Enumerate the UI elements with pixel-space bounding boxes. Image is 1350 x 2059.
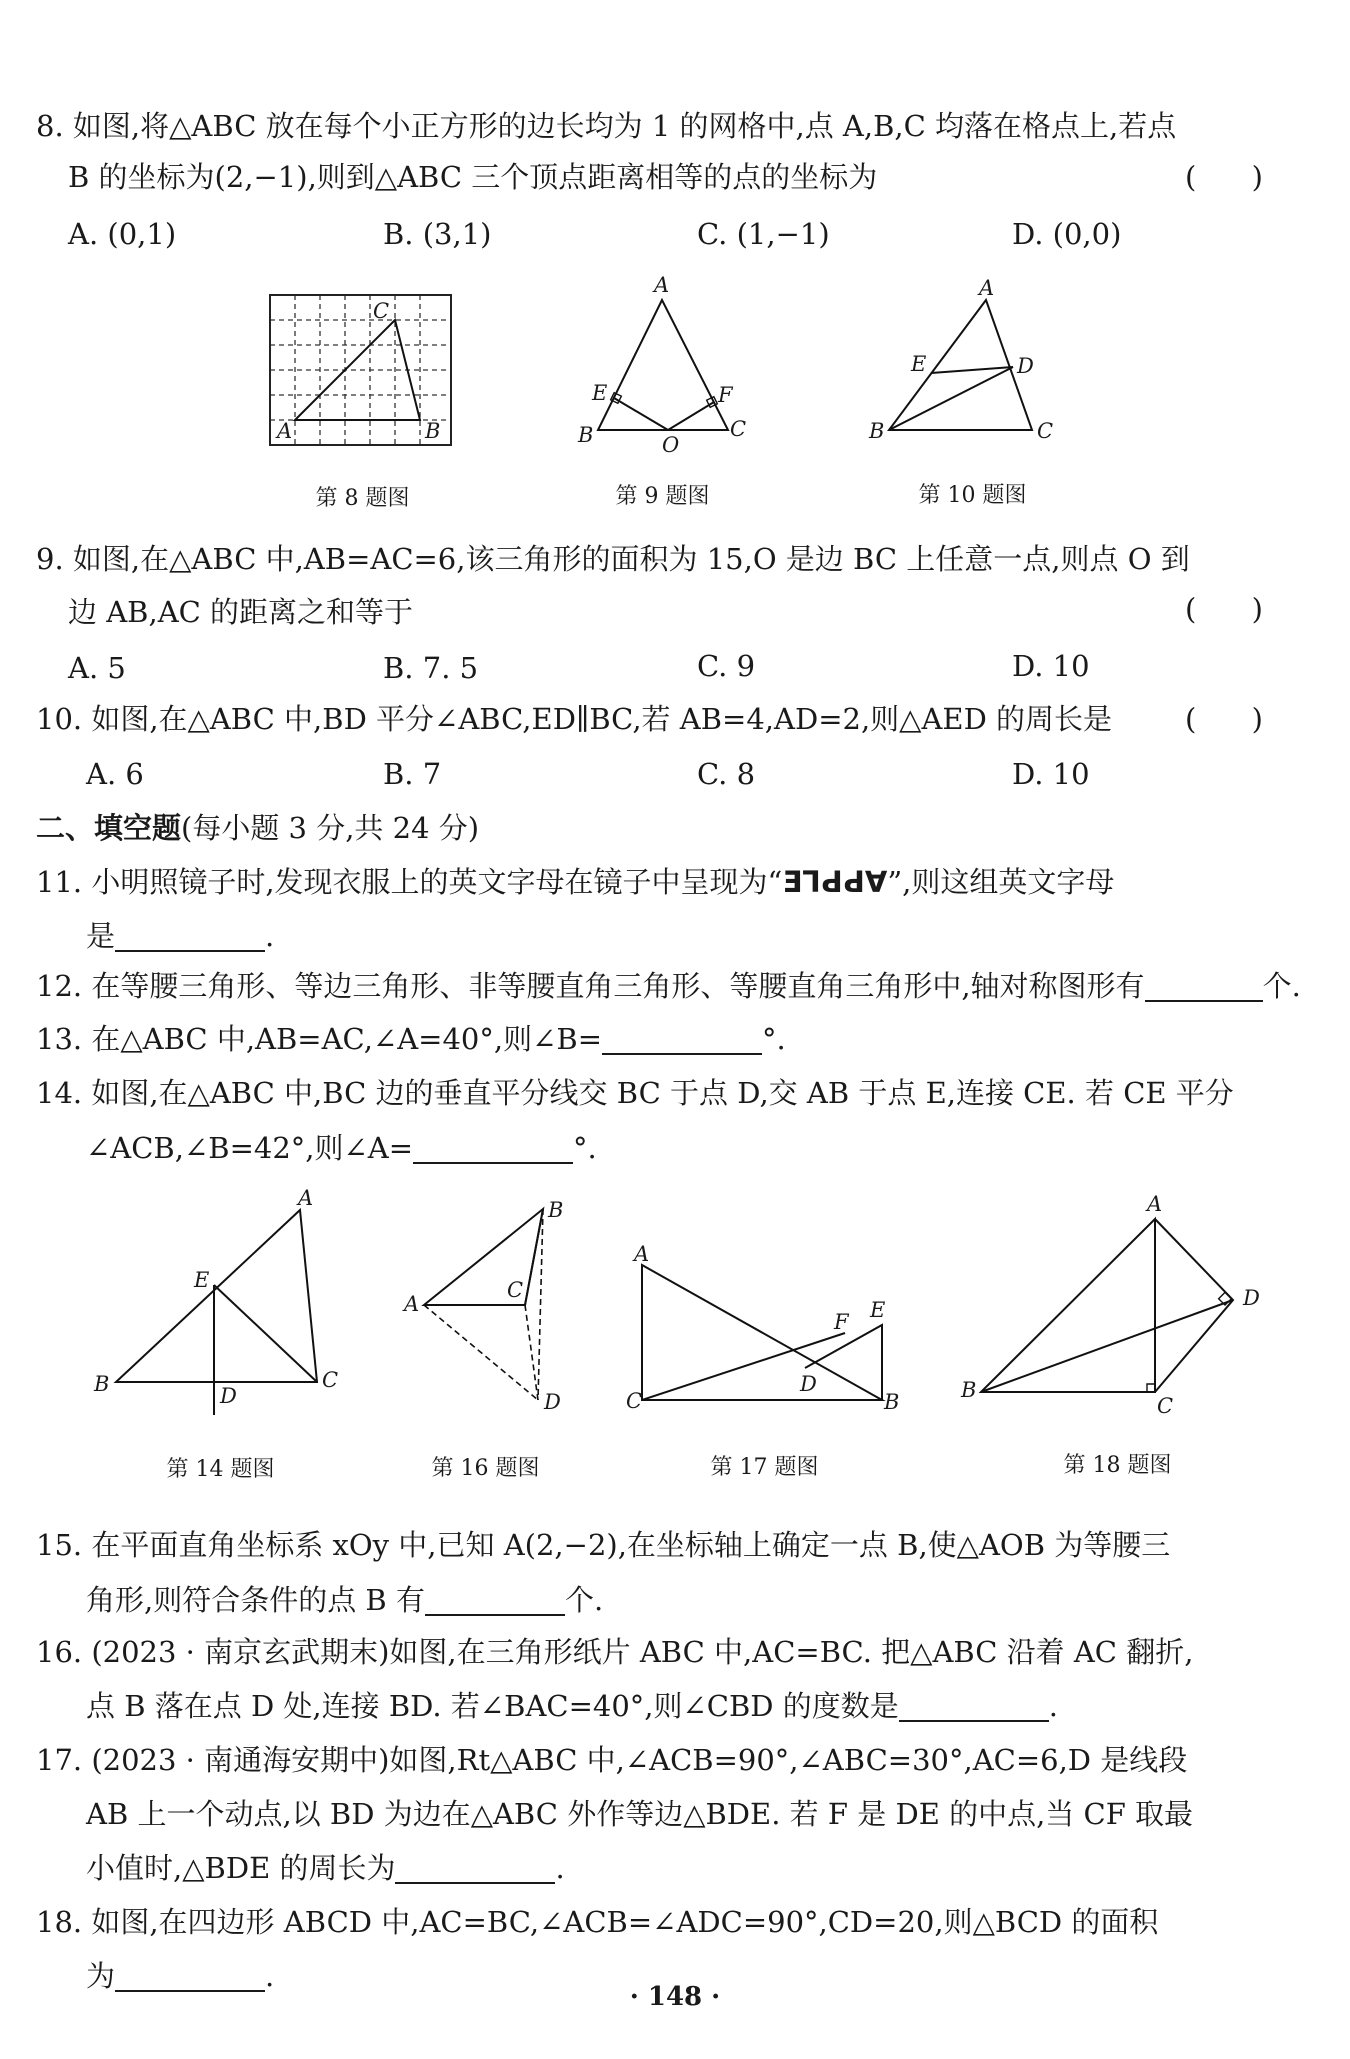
fig9-label-c: C [730,417,747,441]
fig17-label-a: A [634,1245,650,1266]
fig18-label-b: B [961,1378,977,1402]
q16-text-b: . [1048,1689,1058,1723]
fig8-label-b: B [425,419,441,443]
fig17-label-f: F [834,1310,849,1334]
q13-answer-blank [602,1023,762,1055]
q8-option-d: D. (0,0) [1012,217,1122,251]
q10-answer-paren: ( ) [1185,702,1263,736]
fig14-label-e: E [194,1268,210,1292]
caption-q14: 第 14 题图 [166,1457,275,1482]
q13-line [36,1019,786,1059]
q10-option-c: C. 8 [697,757,756,791]
section-fill-in-title [36,808,479,848]
q8-line-2: B 的坐标为(2,−1),则到△ABC 三个顶点距离相等的点的坐标为 [68,160,878,194]
q16-line-2 [86,1686,1058,1726]
q9-option-b: B. 7. 5 [383,651,479,685]
q9-option-a: A. 5 [68,651,126,685]
q8-line-1: 8. 如图,将△ABC 放在每个小正方形的边长均为 1 的网格中,点 A,B,C 均落在格点上,若点 [36,109,1177,143]
q11-mirror-letters: ƎꞀԀԀ∀ [782,865,888,899]
caption-q18: 第 18 题图 [1063,1453,1172,1478]
fig8-label-a: A [277,419,293,443]
q11-text-a: 11. 小明照镜子时,发现衣服上的英文字母在镜子中呈现为“ [36,865,783,899]
fig9-label-e: E [592,381,608,405]
section-note: (每小题 3 分,共 24 分) [181,811,480,845]
fig10-label-a: A [979,276,995,300]
figure-q17-triangle [620,1245,920,1425]
q18-line-1: 18. 如图,在四边形 ABCD 中,AC=BC,∠ACB=∠ADC=90°,CD=20,则△BCD 的面积 [36,1905,1159,1939]
caption-q16: 第 16 题图 [431,1456,540,1481]
q13-text-a: 13. 在△ABC 中,AB=AC,∠A=40°,则∠B= [36,1022,602,1056]
q11-line-1 [36,862,1114,902]
caption-q9: 第 9 题图 [615,484,710,509]
q15-text-a: 角形,则符合条件的点 B 有 [86,1583,425,1617]
q8-answer-paren: ( ) [1185,160,1263,194]
q18-line-2 [86,1956,274,1996]
figure-q16-fold [400,1195,580,1425]
q10-option-d: D. 10 [1012,757,1090,791]
q12-answer-blank [1145,970,1263,1002]
fig16-label-b: B [548,1198,564,1222]
q10-option-b: B. 7 [383,757,442,791]
fig17-label-e: E [870,1298,886,1322]
q17-line-3 [86,1848,565,1888]
q14-line-2 [86,1128,597,1168]
q17-text-b: . [555,1851,565,1885]
fig9-label-f: F [718,383,733,407]
q11-text-c: 是 [86,919,116,953]
q15-text-b: 个. [564,1583,604,1617]
fig18-label-a: A [1147,1195,1163,1216]
q8-option-b: B. (3,1) [383,217,492,251]
fig10-label-e: E [911,352,927,376]
q9-option-c: C. 9 [697,649,756,683]
fig16-label-a: A [404,1292,420,1316]
q14-text-b: °. [573,1131,597,1165]
fig10-label-c: C [1037,419,1054,443]
q9-line-2: 边 AB,AC 的距离之和等于 [68,595,414,629]
q17-text-a: 小值时,△BDE 的周长为 [86,1851,396,1885]
caption-q17: 第 17 题图 [710,1455,819,1480]
q10-line-1: 10. 如图,在△ABC 中,BD 平分∠ABC,ED∥BC,若 AB=4,AD=2,则△AED 的周长是 [36,702,1113,736]
q9-line-1: 9. 如图,在△ABC 中,AB=AC=6,该三角形的面积为 15,O 是边 BC 上任意一点,则点 O 到 [36,542,1190,576]
fig18-label-c: C [1157,1394,1174,1418]
q14-text-a: ∠ACB,∠B=42°,则∠A= [86,1131,414,1165]
q16-line-1: 16. (2023 · 南京玄武期末)如图,在三角形纸片 ABC 中,AC=BC. 把△ABC 沿着 AC 翻折, [36,1635,1194,1669]
q14-answer-blank [413,1132,573,1164]
figure-q18-quadrilateral [955,1195,1275,1425]
q17-answer-blank [395,1852,555,1884]
fig14-label-a: A [298,1186,314,1210]
q10-option-a: A. 6 [86,757,144,791]
q11-text-d: . [265,919,275,953]
q8-option-a: A. (0,1) [68,217,177,251]
section-title: 二、填空题 [36,811,182,845]
q16-answer-blank [899,1690,1049,1722]
fig17-label-b: B [884,1390,900,1414]
fig16-label-d: D [544,1390,561,1414]
fig14-label-b: B [94,1372,110,1396]
q15-line-2 [86,1580,603,1620]
q18-answer-blank [115,1960,265,1992]
fig10-label-d: D [1017,354,1034,378]
fig10-label-b: B [869,419,885,443]
q17-line-1: 17. (2023 · 南通海安期中)如图,Rt△ABC 中,∠ACB=90°,∠ABC=30°,AC=6,D 是线段 [36,1743,1188,1777]
figure-q10-triangle [865,275,1065,455]
fig17-label-c: C [626,1389,643,1413]
q15-line-1: 15. 在平面直角坐标系 xOy 中,已知 A(2,−2),在坐标轴上确定一点 B,使△AOB 为等腰三 [36,1528,1171,1562]
q11-answer-blank [115,920,265,952]
q12-text-a: 12. 在等腰三角形、等边三角形、非等腰直角三角形、等腰直角三角形中,轴对称图形有 [36,969,1145,1003]
fig9-label-o: O [662,433,680,457]
fig8-label-c: C [373,299,390,323]
q12-text-b: 个. [1262,969,1301,1003]
q14-line-1: 14. 如图,在△ABC 中,BC 边的垂直平分线交 BC 于点 D,交 AB 于点 E,连接 CE. 若 CE 平分 [36,1076,1234,1110]
fig14-label-d: D [220,1384,237,1408]
fig17-label-d: D [800,1372,817,1396]
q9-answer-paren: ( ) [1185,592,1263,626]
q13-text-b: °. [762,1022,786,1056]
q8-option-c: C. (1,−1) [697,217,830,251]
figure-q8-grid [265,290,465,450]
q12-line [36,966,1301,1006]
page-number: · 148 · [629,1982,721,2012]
caption-q8: 第 8 题图 [315,486,410,511]
q11-line-2 [86,916,274,956]
fig9-label-a: A [654,273,670,297]
figure-q9-triangle [570,270,760,460]
q15-answer-blank [425,1584,565,1616]
figure-q14-triangle [90,1185,360,1425]
fig16-label-c: C [507,1278,524,1302]
q17-line-2: AB 上一个动点,以 BD 为边在△ABC 外作等边△BDE. 若 F 是 DE 的中点,当 CF 取最 [86,1797,1194,1831]
q16-text-a: 点 B 落在点 D 处,连接 BD. 若∠BAC=40°,则∠CBD 的度数是 [86,1689,899,1723]
q9-option-d: D. 10 [1012,649,1090,683]
fig18-label-d: D [1243,1286,1260,1310]
caption-q10: 第 10 题图 [918,483,1027,508]
q18-text-a: 为 [86,1959,116,1993]
fig9-label-b: B [578,423,594,447]
q11-text-b: ”,则这组英文字母 [887,865,1115,899]
q18-text-b: . [265,1959,275,1993]
fig14-label-c: C [322,1368,339,1392]
